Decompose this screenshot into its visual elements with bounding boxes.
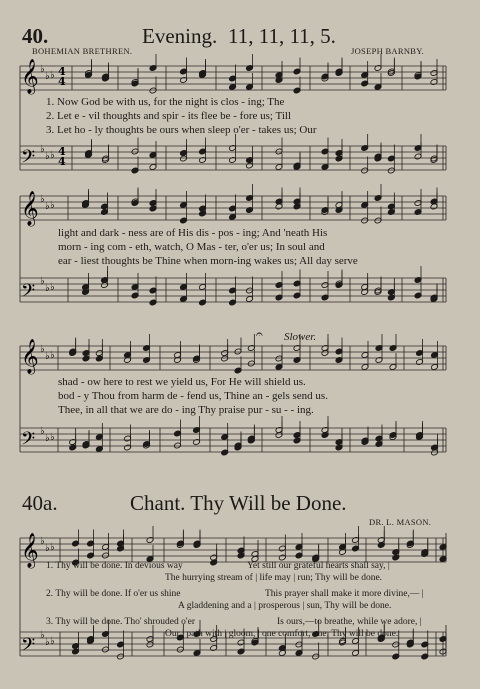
svg-text:4: 4: [58, 145, 66, 158]
svg-text:♭: ♭: [45, 71, 50, 82]
svg-text:♭: ♭: [45, 351, 50, 362]
treble-clef-icon: 𝄞: [21, 191, 39, 226]
treble-clef-icon: 𝄞: [21, 339, 39, 374]
svg-text:4: 4: [58, 75, 66, 88]
hymn-number: 40a.: [22, 491, 58, 515]
lyric-line: light and dark - ness are of His dis - pos - ing; And 'neath His: [58, 227, 328, 239]
svg-text:4: 4: [58, 65, 66, 78]
hymn-title: Chant. Thy Will be Done.: [130, 491, 347, 515]
lyric-line: morn - ing com - eth, watch, O Mas - ter, o'er us; In soul and: [58, 241, 325, 253]
bass-clef-icon: 𝄢: [21, 281, 36, 306]
svg-text:♭: ♭: [50, 350, 55, 361]
svg-text:♭: ♭: [45, 637, 50, 648]
chant-line: A gladdening and a | prosperous | sun, Thy will be done.: [178, 601, 392, 611]
chant-line: Is ours,—to breathe, while we adore, |: [277, 617, 422, 627]
chant-line: 1. Thy will be done. In devious way: [46, 561, 183, 571]
lyric-line: 3. Let ho - ly thoughts be ours when sleep o'er - takes us; Our: [46, 124, 317, 136]
svg-text:♭: ♭: [50, 542, 55, 553]
chant-line: 3. Thy will be done. Tho' shrouded o'er: [46, 617, 195, 627]
chant-line: 2. Thy will be done. If o'er us shine: [46, 589, 181, 599]
treble-clef-icon: 𝄞: [21, 59, 39, 94]
svg-text:♭: ♭: [50, 636, 55, 647]
chant-line: This prayer shall make it more divine,— |: [265, 589, 424, 599]
chant-line: Our | path with | gloom, | one comfort, one, Thy will be done.: [165, 629, 399, 639]
composer: DR. L. MASON.: [369, 517, 432, 527]
bass-clef-icon: 𝄢: [21, 147, 36, 172]
tempo-mark: Slower.: [284, 331, 317, 343]
svg-text:♭: ♭: [40, 194, 45, 205]
svg-text:♭: ♭: [50, 200, 55, 211]
svg-text:♭: ♭: [45, 283, 50, 294]
svg-text:♭: ♭: [40, 630, 45, 641]
svg-text:♭: ♭: [45, 433, 50, 444]
svg-text:♭: ♭: [50, 282, 55, 293]
lyric-line: Thee, in all that we are do - ing Thy praise pur - su - - ing.: [58, 404, 314, 416]
svg-text:♭: ♭: [50, 150, 55, 161]
svg-text:♭: ♭: [45, 543, 50, 554]
composer-left: BOHEMIAN BRETHREN.: [32, 46, 133, 56]
hymn-meter: 11, 11, 11, 5.: [228, 24, 336, 48]
bass-clef-icon: 𝄢: [21, 635, 36, 660]
svg-text:♭: ♭: [40, 344, 45, 355]
svg-text:♭: ♭: [45, 151, 50, 162]
svg-text:♭: ♭: [40, 64, 45, 75]
hymn-title: Evening.: [142, 24, 218, 48]
svg-text:♭: ♭: [50, 432, 55, 443]
chant-line: The hurrying stream of | life may | run; Thy will be done.: [165, 573, 383, 583]
bass-clef-icon: 𝄢: [21, 429, 36, 454]
svg-text:4: 4: [58, 155, 66, 168]
svg-text:♭: ♭: [40, 426, 45, 437]
lyric-line: 2. Let e - vil thoughts and spir - its flee be - fore us; Till: [46, 110, 292, 122]
chant-line: Yet still our grateful hearts shall say, |: [247, 561, 390, 571]
lyric-line: 1. Now God be with us, for the night is clos - ing; The: [46, 96, 285, 108]
lyric-line: shad - ow here to rest we yield us, For He will shield us.: [58, 376, 306, 388]
hymn-number: 40.: [22, 24, 49, 48]
composer-right: JOSEPH BARNBY.: [351, 46, 425, 56]
svg-text:♭: ♭: [40, 276, 45, 287]
treble-clef-icon: 𝄞: [21, 533, 39, 568]
svg-text:♭: ♭: [45, 201, 50, 212]
svg-text:♭: ♭: [40, 536, 45, 547]
fermata-icon: 𝄐: [256, 327, 263, 341]
svg-text:♭: ♭: [50, 70, 55, 81]
svg-text:♭: ♭: [40, 144, 45, 155]
lyric-line: ear - liest thoughts be Thine when morn-ing wakes us; All day serve: [58, 255, 358, 267]
lyric-line: bod - y Thou from harm de - fend us, Thine an - gels send us.: [58, 390, 328, 402]
